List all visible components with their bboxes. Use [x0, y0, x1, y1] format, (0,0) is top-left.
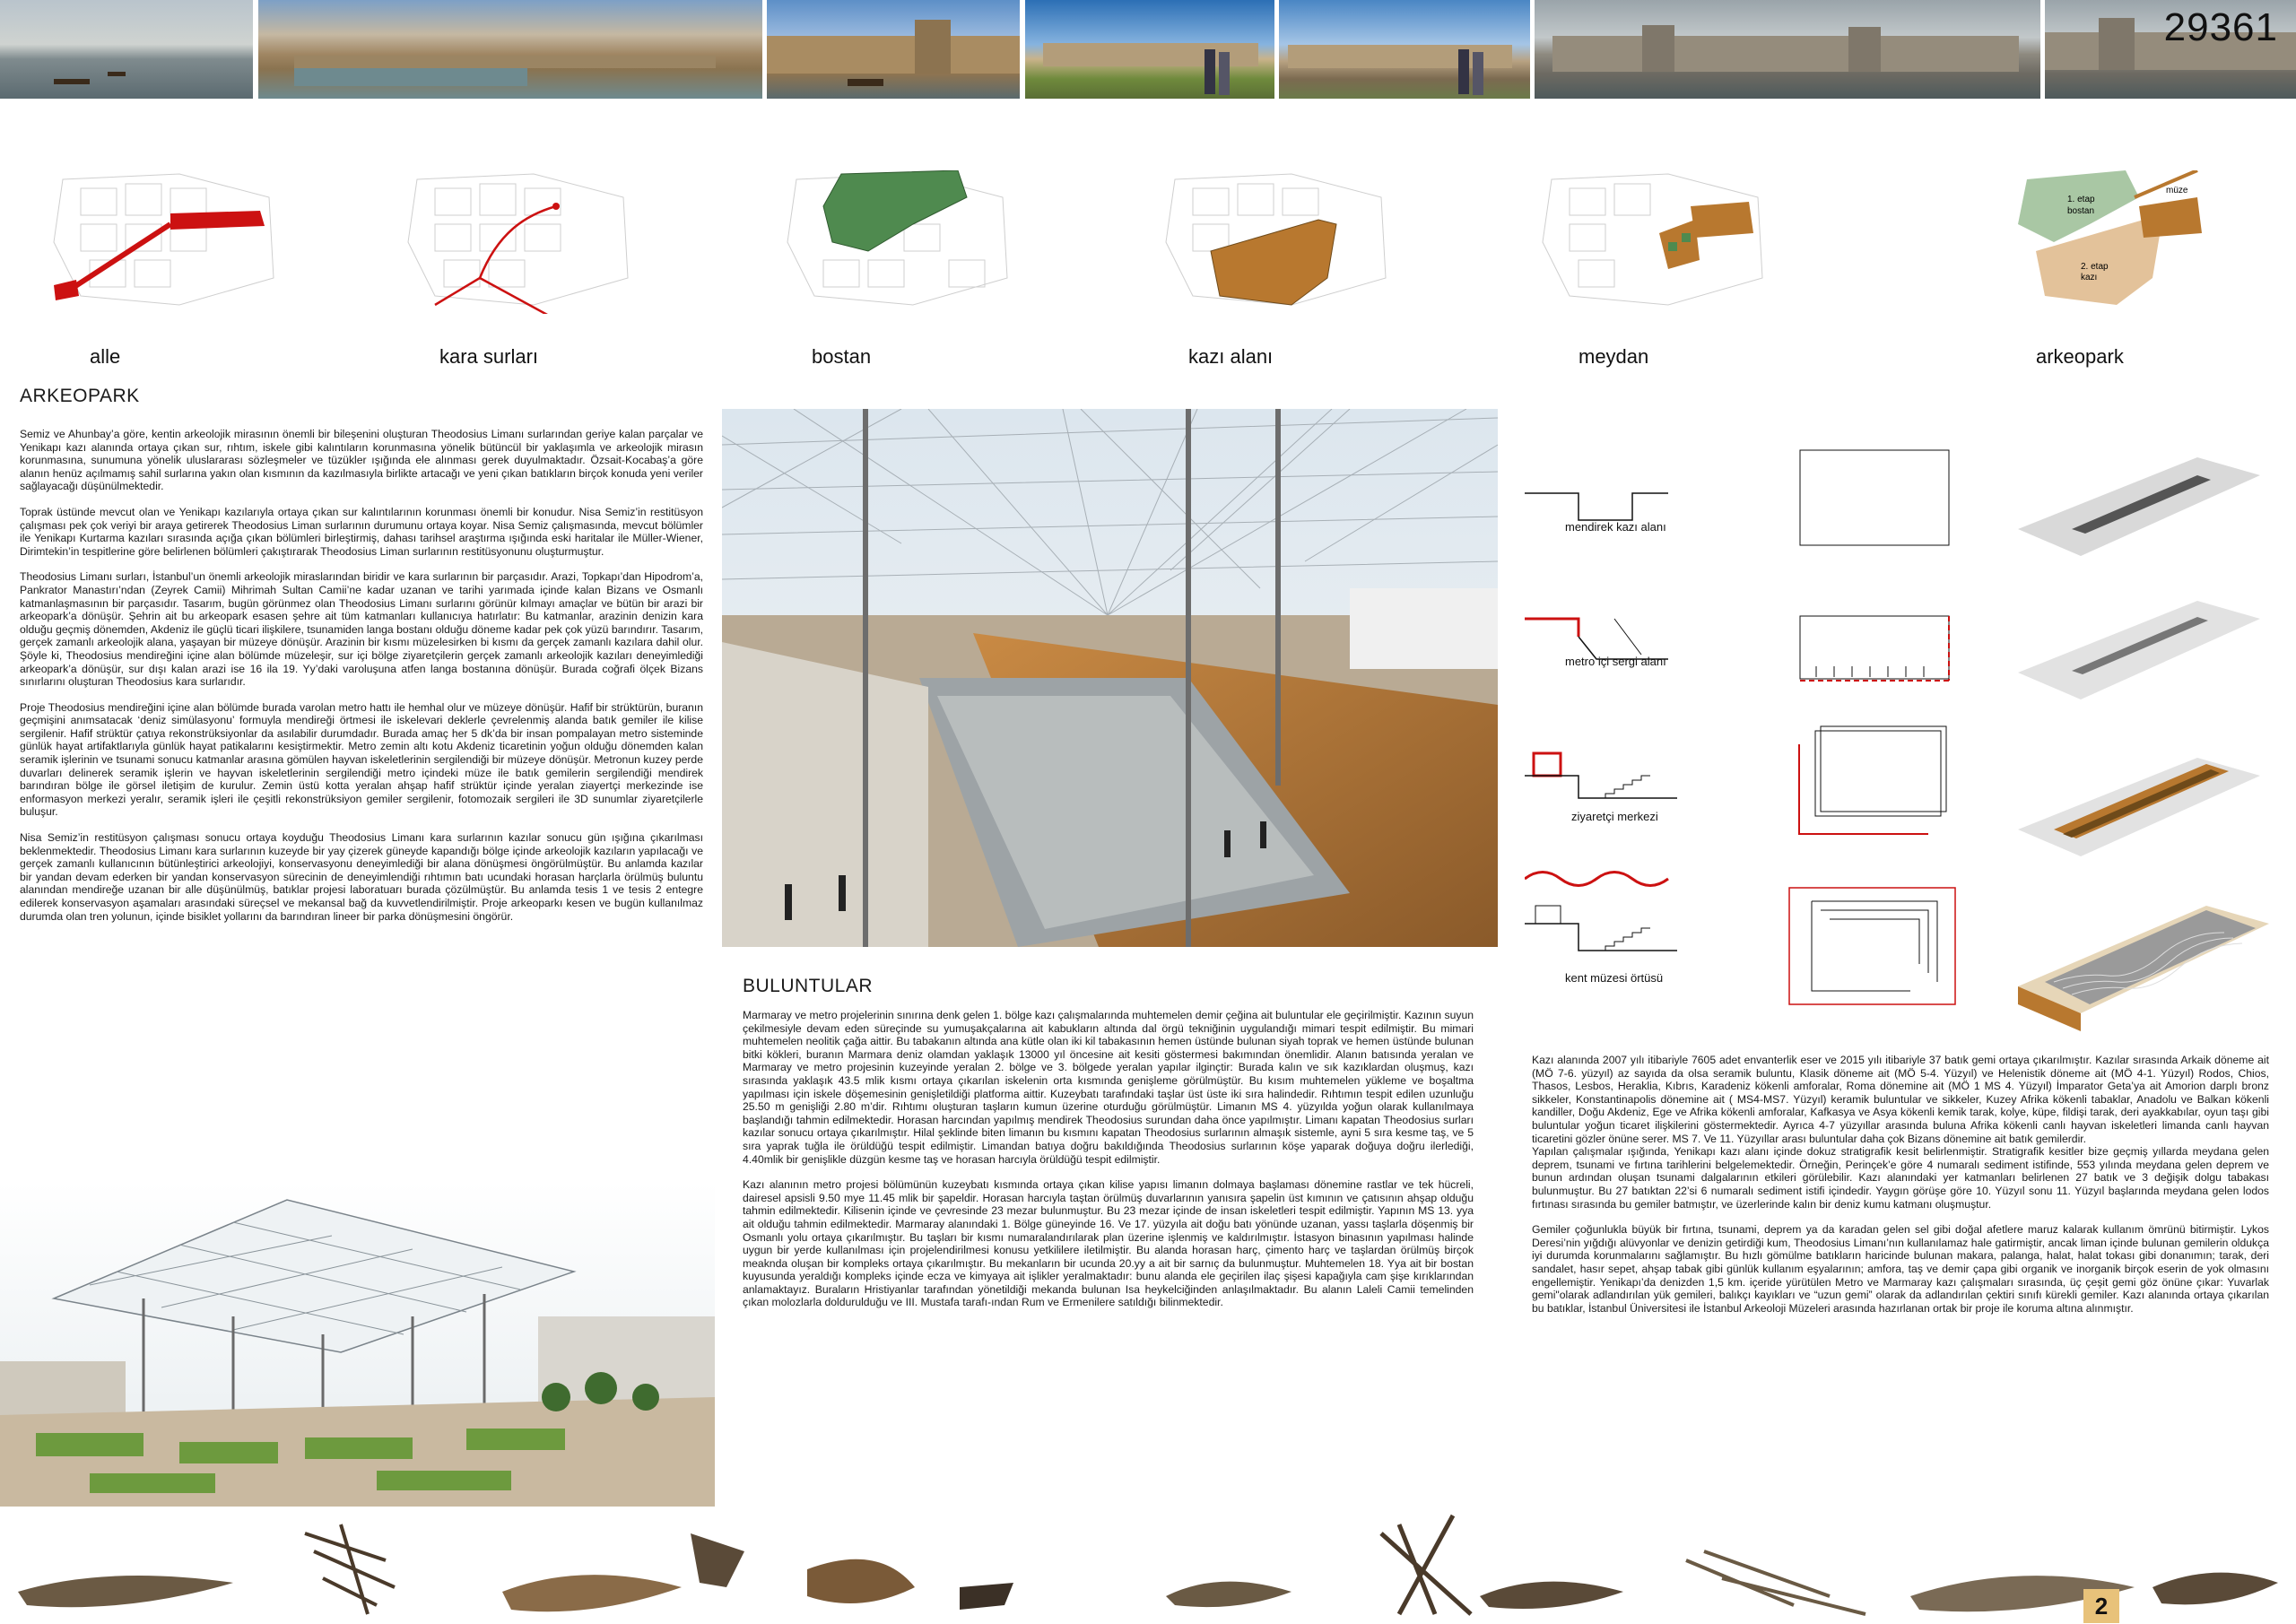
- right-paragraph: Gemiler çoğunlukla büyük bir fırtına, tsunami, deprem ya da karadan gelen sel gibi doğal afetlere maruz kalarak kullanım ömrünü bitirmiştir. Lykos Deresi’nin yığdığı alüvyonlar ve denizin getirdiği kum, Theodosius Limanı’nın kullanılamaz hale gatirmiştir, ancak liman içinde bulunan gemilerin oldukça iyi durumda korunmalarını sağlamıştır. Bu hızlı gömülme batıkların haricinde bulunan makara, palanga, halat, halat tokası gibi donanımın; tarak, deri sandalet, hasır sepet, ahşap tabak gibi günlük kullanım eşyalarının; amfora, taş ve demir çapa gibi organik ve inorganik birçok eserin de yok olmasını engellemiştir. Yenikapı’da denizden 1,5 km. içeride yürütülen Metro ve Marmaray kazı çalışmaları sırasında, üç çeşit gemi göz önüne çıkar: Yuvarlak gemi"olarak adlandırılan yük gemileri, balıkçı kayıkları ve “uzun gemi” olarak da adlandırılan çektiri sınıfı kürekli gemiler. Kazı alanında ortaya çıkarılan bu batıklar, İstanbul Üniversitesi ile İstanbul Arkeoloji Müzeleri arasında hazırlanan ortak bir proje ile koruma altına alınmıştır.: [1532, 1223, 2269, 1315]
- section-label-ziyaretci: ziyaretçi merkezi: [1571, 810, 1658, 823]
- project-number: 29361: [2163, 5, 2278, 49]
- arkeopark-paragraph: Theodosius Limanı surları, İstanbul’un önemli arkeolojik miraslarından biridir ve kara surlarının bir parçasıdır. Arazi, Topkapı’dan Hipodrom’a, Pankrator Manastırı’ndan (Zeyrek Camii) Mihrimah Sultan Camii’ne kadar uzanan ve tarihi yarımada içinde kalan Bizans ve Osmanlı katmanlaşmasının bir parçasıdır. Tasarım, bugün görünmez olan Theodosius Limanı surlarını görünür kılmayı amaçlar ve bütün bir arazi bir arkeopark’a dönüşür. Şehrin ait bu arkeopark esasen şehre ait tüm katmanları kullanıcıya hatırlatır: Bu katmanlar, arazinin denizin kara olduğu geçmiş dönemden, Akdeniz ile güçlü ticari ilişkilere, tsunamiden langa bostanı olduğu döneme kadar pek çok yüzü barındırır. Tasarım, gerçek zamanlı arkeolojik alana, yaşayan bir müzeye dönüşür. Arazinin bir kısmı müzelesirken bi kısmı da gerçek zamanlı kazılara dahil olur. Şöyle ki, Theodosius mendireğini içine alan bölümde müzeleşir, sur içi bölge ziyaretçilerin gerçek zamanlı arkeolojik kazıları deneyimlediği arkeopark’a dönüşür, sur dışı kalan arazi ise 16 ila 19. Yy’daki varoluşuna atfen langa bostanına dönüşür. Burada coğrafi ölçek Bizans sınırlarını oluşturan Theodosius kara surlarıdır.: [20, 570, 703, 689]
- inset-kazi-label: kazı: [2081, 273, 2098, 282]
- buluntular-paragraph: Kazı alanının metro projesi bölümünün kuzeybatı kısmında ortaya çıkan kilise yapısı limanın dolmaya başlaması dönemine rastlar ve tek hücreli, dairesel apsisli 9.50 mye 11.45 mlik bir şapeldir. Horasan harcıyla taştan örülmüş duvarlarının yanısıra şapelin üst kımının ve çatısının ahşap olduğu tahmin edilmektedir. Kilisenin içinde ve çevresinde 23 mezar bulunmuştur. Bu 23 mezar içinde de insan iskeletleri tespit edilmiştir. Yapının MS 13. yya ait olduğu tahmin edilmektedir. Marmaray alanındaki 1. Bölge güneyinde 16. Ve 17. yüzyıla ait doğu batı yönünde uzanan, yassı taşlarla döşenmiş bir Osmanlı yolu ortaya çıkarılmıştır. Bu taşları bir kısmı numaralandırılarak plan üzerine işlenmiş ve kaldırılmıştır. İstasyon binasının yapılması halinde uygun bir yerde kullanılması için projelendirilmesi konusu yetkililere iletilmiştir. Bu alanda horasan harç, çimento harç ve taşlardan örülmüş birçok meaknda oluşan bir kompleks ortaya çıkarılmıştır. Bu mekanların bir ucunda 20.yy a ait bir sarnıç da bulunmuştur. Muhtemelen 18. Yya ait bir bostan kuyusunda yeraldığı kompleks içinde ecza ve kimyaya ait işlikler yeralmaktadır: bunu alanda ele geçirilen ilaç şişesi kapağıyla cam şişe kırıklarından anlamaktayız. Buraların Hristiyanlar tarafından yönetildiği mekanda bulunan Isa heykelciğinden anlaşılmaktadır. Bu alanın Laleli Camii temelinden çıkan molozlarla doldurulduğu ve III. Mustafa tarafı-ından Rum ve Ermenilere satıldığı bilinmektedir.: [743, 1178, 1474, 1309]
- plan-metro: [1798, 614, 1951, 686]
- section-label-metro: metro içi sergi alanı: [1565, 655, 1666, 668]
- map-kara-surlari: [399, 170, 637, 314]
- map-arkeopark: [1982, 170, 2220, 314]
- map-alle: [45, 170, 283, 314]
- plan-mendirek: [1798, 448, 1951, 547]
- shipwreck-4: [691, 1533, 744, 1587]
- canopy-exterior-render: [0, 1182, 715, 1507]
- plan-kent-muzesi: [1785, 883, 1960, 1009]
- page-number-badge: 2: [2083, 1589, 2119, 1623]
- buluntular-heading: BULUNTULAR: [743, 976, 874, 996]
- right-paragraph: Kazı alanında 2007 yılı itibariyle 7605 adet envanterlik eser ve 2015 yılı itibariyle 37 batık gemi ortaya çıkarılmıştır. Kazılar sırasında Arkaik döneme ait (MÖ 7-6. yüzyıl) az sayıda da olsa seramik buluntu, Klasik döneme ait (MÖ 5-4. Yüzyıl) ve Helenistik döneme ait (MÖ 4-1. Yüzyıl) Rodos, Chios, Thasos, Lesbos, Heraklia, Kıbrıs, Karadeniz kökenli amforalar, Roma dönemine ait (MÖ 1 MS 4. Yüzyıl) İmparator Geta’ya ait Amorion darplı bronz sikkeler, Konstantinapolis dönemine ait ( MS4-MS7. Yüzyıl) keramik buluntular ve sikkeler, Kuzey Afrika kökenli tabaklar, Anadolu ve Balkan kökenli kandiller, Doğu Akdeniz, Ege ve Afrika kökenli amforalar, Kafkasya ve Asya kökenli kemik tarak, kolye, küpe, fildişi tarak, deri ayakkabılar, oyun taşı gibi buluntular yoğun ticaret ilişkilerini göstermektedir. Ayrıca 4-7 yüzyıllar arasında buluna Afrika kökenli canlı hayvan iskeletleri limanda canlı hayvan ticaretini gözler önüne serer. MS 7. Ve 11. Yüzyıllar arası buluntular daha çok Bizans dönemine ait batık gemilerdir.: [1532, 1054, 2269, 1145]
- visitors-wall-photo-1: [1025, 0, 1274, 99]
- shipwreck-9: [1480, 1582, 1623, 1609]
- shipwreck-10: [1686, 1551, 1866, 1614]
- map-label-kara-surlari: kara surları: [439, 345, 539, 368]
- inset-bostan-label: bostan: [2067, 206, 2095, 216]
- right-text: [1532, 1054, 2269, 1327]
- shipwreck-12: [2152, 1573, 2278, 1605]
- shipwreck-7: [1166, 1582, 1292, 1607]
- section-label-mendirek: mendirek kazı alanı: [1565, 520, 1666, 534]
- stormy-wall-render-1: [1535, 0, 2040, 99]
- inset-muze-label: müze: [2166, 186, 2188, 195]
- buluntular-paragraph: Marmaray ve metro projelerinin sınırına denk gelen 1. bölge kazı çalışmalarında muhtemelen demir çeğina ait buluntular ele geçirilmiştir. Kazının suyun çekilmesiyle devam eden süreçinde su yumuşakçalarına ait kabukların altında dal örgü tekniğinin uygulandığı mimari tespit edilmiştir. Bu mimari muhtemelen neolitik çağa aittir. Bu tabakanın altında ana kütle olan iki kil tabakasının hemen üstünde bulunan siyah toprak ve hemen üstünde bulunan bitki kökleri, buranın Marmara deniz olamdan yaklaşık 13000 yıl öncesine ait kesiti göstermesi bakımından önemlidir. Alanın batısında yeralan ve Marmaray ve metro projesinin kuzeyinde yeralan 2. bölge ve 3. bölgede yeralan yapılar ilginçtir: Burada kalın ve sık kazıklardan oluşmuş, kazı sırasında yaklaşık 43.5 mlik kısmı ortaya çıkarılan iskelenin orta kısmında genişleme görülmüştür. Bu kısım muhtemelen yükleme ve boşaltma yapılması için iskele döşemesinin genişletildiği platforma aittir. Kuzeybatı tarafındaki taşlar üst üste iki sıra halindedir. Rıhtımın tespit edilen uzunluğu 25.50 m genişliği 2.80 m’dir. Rıhtımı oluşturan taşların kumun üzerine oturduğu görülmüştür. Limanın MS 4. yüzyılda yoğun olarak kullanılmaya başlandığı tahmin edilmektedir. Horasan harcından yapılmış mendirek Theodosius surundan daha önce yapılmıştır. Limanı kapatan Theodosius surları kazılar sonucu ortaya çıkarılmıştır. Hilal şeklinde biten limanın bu kısmını kapatan Theodosius surlarının almaşık sistemle, ayni 5 sıra kesme taş, ve 5 sıra yaprak tuğla ile örüldüğü tespit edilmiştir. Limandan batıya doğru bakıldığında Theodosius surlarının köşe yaparak doğuya doğru ilerlediği, 4.40mlik bir genişlikle düzgün kesme taş ve horasan harcıyla örüldüğü tespit edilmiştir.: [743, 1009, 1474, 1166]
- shipwreck-3: [502, 1575, 682, 1611]
- right-paragraph: Yapılan çalışmalar ışığında, Yenikapı kazı alanı içinde dokuz stratigrafik kesit belirlenmiştir. Stratigrafik kesitler bize geçmiş yıllarda meydana gelen deprem, tsunami ve fırtına tarihlerini belgelemektedir. Örneğin, Perinçek’e göre 4 numaralı sediment istifinde, 553 yılında meydana gelen deprem ve bunun ardından oluşan tsunami dalgalarının etkileri görülebilir. Kazı alanındaki yer katmanları belirlenen 27 batık ve 3 değişik dolgu tabakası bulunmuştur. Bu 27 batıktan 22’si 6 numaralı sediment istifi içindedir. Yaygın görüşe göre 10. Yüzyıl sonu 11. Yüzyıl başlarında meydana gelen lodos fırtınası sırasında bu gemiler batmıştır, ve üzerlerinde kalın bir deniz kumu katmanı oluşmuştur.: [1532, 1145, 2269, 1211]
- plan-ziyaretci: [1794, 722, 1951, 838]
- axo-kent-muzesi: [2018, 879, 2278, 1049]
- harbor-sea-photo: [0, 0, 253, 99]
- harbor-reconstruction-render: [258, 0, 762, 99]
- museum-interior-render: [722, 409, 1498, 947]
- map-meydan: [1534, 170, 1771, 314]
- map-label-alle: alle: [90, 345, 121, 368]
- arkeopark-paragraph: Nisa Semiz’in restitüsyon çalışması sonucu ortaya koyduğu Theodosius Limanı kara surlarının kazılar sonucu gün ışığına çıkarılması beklenmektedir. Theodosius Limanı kara surlarının kuzeyde bir yay çizerek güneyde kapandığı bölge içinde arkeolojik kazıların yapılacağı ve gerçek zamanlı kullanıcının bütünleştirici arkeolojiyi, konservasyonu deneyimlediği bir alana dönüşmesi öngörülmüştür. Bu anlamda kazılar bir yandan devam ederken bir yandan konservasyon sürecinin de deneyimlendiği rıhtımın batı ucundaki horasan harçlarla örülmüş buluntu alanından mendireğe uzanan bir alle düşünülmüş, batıklar projesi laboratuarı burada çözülmüştür. Bu anlamda tesis 1 ve tesis 2 entegre edilerek konservasyon aşamaları arasındaki süreçsel ve mekansal bağ da kuvvetlendirilmiştir. Proje arkeoparkı kesen ve bugün kullanılmaz durumda olan tren yolunun, içinde bisiklet yollarını da barındıran lineer bir parka dönüşmesini öngörür.: [20, 831, 703, 923]
- axo-metro: [2018, 592, 2269, 717]
- map-label-kazi-alani: kazı alanı: [1188, 345, 1274, 368]
- arkeopark-paragraph: Proje Theodosius mendireğini içine alan bölümde burada varolan metro hattı ile hemhal olur ve müzeye dönüşür. Hafif bir strüktürün, buranın geçmişini anımsatacak ‘deniz simülasyonu’ formuyla mendireği örtmesi ile iskelevari deklerle çevrelenmiş alanda batık gemiler ile kilise sergilenir. Hafif strüktür çatıya rekonstrüksiyonlar da asılabilir durumdadır. Burada amaç her 5 dk’da bir insan pompalayan metro sisteminde günlük hayat artifaktlarıyla günlük hayat patikalarını kesiştirmektir. Metro zemin altı kotu Akdeniz ticaretinin yoğun olduğu dönemden kalan seramik işlerinin ve tsunami sonucu katmanlar arasına gömülen hayvan iskeletlerinin sergilendiği bir müzeye dönüşür. Metronun kuzey perde duvarları delinerek seramik işlerin ve hayvan iskeletlerinin sergilendiği metro içindeki müze ile batık gemilerin sergilendiği mendirek barındıran bölge ile görsel iletişim de kurulur. Zemin üstü kotta yeralan ahşap hafif strüktür içinde yeralan ziayertçi merkezinde ise enformasyon merkezi yeralır, seramik işleri ile çeşitli rekonstrüksiyon gemiler sergilenir, fotomozaik sergileri ile 3D sunumlar ziyaretçilerle buluşur.: [20, 700, 703, 819]
- axo-mendirek: [2018, 448, 2269, 574]
- city-wall-gate-render: [767, 0, 1020, 99]
- buluntular-text: [743, 1009, 1474, 1322]
- section-kent-muzesi: [1525, 865, 1677, 973]
- arkeopark-text: [20, 428, 703, 935]
- map-label-arkeopark: arkeopark: [2036, 345, 2124, 368]
- map-bostan: [778, 170, 1016, 314]
- map-kazi-alani: [1157, 170, 1395, 314]
- inset-etap2-label: 2. etap: [2081, 262, 2109, 272]
- shipwreck-2: [305, 1524, 395, 1614]
- map-label-meydan: meydan: [1578, 345, 1649, 368]
- axo-ziyaretci: [2018, 744, 2269, 879]
- arkeopark-paragraph: Semiz ve Ahunbay’a göre, kentin arkeolojik mirasının önemli bir bileşenini oluşturan Theodosius Limanı surlarından geriye kalan parçalar ve Yenikapı kazı alanında ortaya çıkan sur, rıhtım, iskele gibi kalıntıların korunmasına yönelik bütüncül bir yaklaşımla ve arkeolojik mirasın korunmasına, sunumuna yönelik uluslararası sözleşmeler ve tüzükler ışığında ele alınması gerek duyulmaktadır. Özsait-Kocabaş’a göre alanın henüz açılmamış sahil surlarına yakın olan kısmının da kazılmasıyla birlikte artacağı ve yeni çıkan batıkların birçok konuda yeni veriler sağlayacağı düşünülmektedir.: [20, 428, 703, 493]
- section-label-kent-muzesi: kent müzesi örtüsü: [1565, 971, 1664, 985]
- shipwreck-1: [18, 1576, 233, 1607]
- section-ziyaretci: [1525, 744, 1677, 807]
- visitors-wall-photo-2: [1279, 0, 1530, 99]
- arkeopark-paragraph: Toprak üstünde mevcut olan ve Yenikapı kazılarıyla ortaya çıkan sur kalıntılarının korunması önemli bir konudur. Nisa Semiz’in restitüsyon çalışması pek çok veriyi bir araya getirerek Theodosius Liman surlarının durumunu ortaya koyar. Nisa Semiz çalışmasında, mevcut bölümler ile Yenikapı Kurtarma kazıları sırasında açığa çıkan bölümleri birleştirmiş, dahası tarihsel araştırma ışığında eski haritalar ile Müller-Wiener, Dirimtekin’in tespitlerine göre belirlenen bölümleri çakıştırarak Theodosius Liman surlarının restitüsyonunu oluşturmuştur.: [20, 505, 703, 558]
- inset-etap-label: 1. etap: [2067, 195, 2095, 204]
- map-label-bostan: bostan: [812, 345, 872, 368]
- shipwreck-5: [807, 1559, 915, 1603]
- shipwreck-strip: [0, 1498, 2296, 1624]
- shipwreck-6: [960, 1583, 1013, 1610]
- arkeopark-heading: ARKEOPARK: [20, 386, 140, 406]
- shipwreck-8: [1381, 1515, 1471, 1614]
